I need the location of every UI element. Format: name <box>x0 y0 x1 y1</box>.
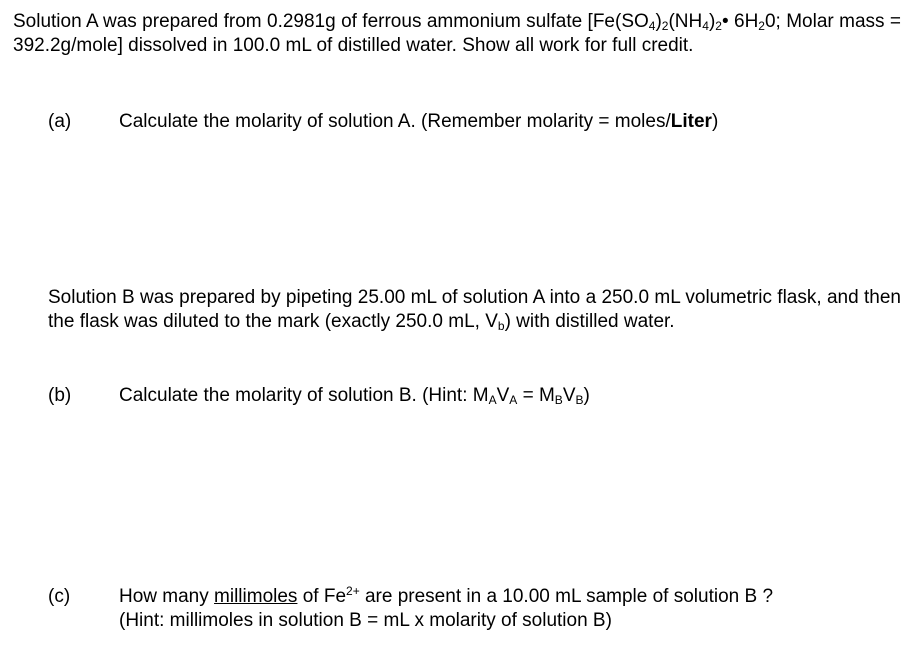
question-text-part: V <box>562 385 576 406</box>
question-text-part: are present in a 10.00 mL sample of solution B ? <box>359 586 774 607</box>
intro-text: ) <box>708 11 716 32</box>
question-text-part: of Fe <box>297 586 347 607</box>
question-text-part: Calculate the molarity of solution A. (Remember molarity = moles/ <box>119 111 671 132</box>
subscript: B <box>554 393 563 407</box>
hint-text: (Hint: millimoles in solution B = mL x molarity of solution B) <box>119 610 612 631</box>
subscript: 2 <box>661 19 669 33</box>
intro-text: Solution A was prepared from 0.2981g of ferrous ammonium sulfate [Fe(SO <box>13 11 649 32</box>
intro-text: • 6H <box>721 11 759 32</box>
intro-text: ) <box>655 11 662 32</box>
question-label: (a) <box>48 111 72 132</box>
question-text <box>119 384 590 408</box>
subscript: b <box>497 319 505 333</box>
question-text-part: = M <box>517 385 555 406</box>
question-text-part: ) <box>583 385 590 406</box>
paragraph-text: Solution B was prepared by pipeting 25.00 mL of solution A into a 250.0 mL volumetric flask, and then the flask was diluted to the mark (exactly 250.0 mL, V <box>48 287 901 332</box>
question-label: (c) <box>48 586 71 607</box>
subscript: A <box>509 393 518 407</box>
intro-paragraph <box>13 10 901 58</box>
question-text-part: Calculate the molarity of solution B. (Hint: M <box>119 385 489 406</box>
subscript: B <box>575 393 584 407</box>
question-text-part: ) <box>711 111 719 132</box>
question-text <box>119 585 773 633</box>
subscript: A <box>488 393 497 407</box>
paragraph-text: ) with distilled water. <box>504 311 675 332</box>
subscript: 2 <box>758 19 765 33</box>
intro-text: (NH <box>668 11 703 32</box>
intro-text: 0; Molar mass = 392.2g/mole] dissolved in 100.0 mL of distilled water. Show all work for full credit. <box>13 11 901 56</box>
superscript: 2+ <box>346 584 360 598</box>
bold-word: Liter <box>670 111 712 132</box>
question-label: (b) <box>48 385 72 406</box>
question-text <box>119 110 718 134</box>
subscript: 4 <box>702 19 709 33</box>
underlined-word: millimoles <box>214 586 298 607</box>
subscript: 4 <box>648 19 656 33</box>
question-text-part: How many <box>119 586 215 607</box>
question-text-part: V <box>496 385 510 406</box>
solution-b-paragraph <box>48 286 901 334</box>
subscript: 2 <box>715 19 722 33</box>
